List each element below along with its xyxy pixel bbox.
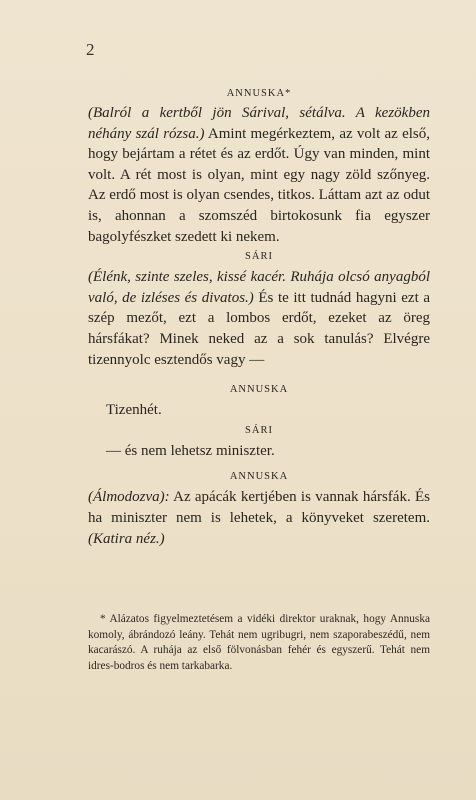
play-text (88, 84, 430, 549)
speaker-sari: SÁRI (245, 251, 273, 263)
speech-sari-1 (88, 267, 430, 370)
speaker-annuska: ANNUSKA (229, 384, 289, 396)
speech-text: Amint megérkeztem, az volt az első, hogy bejártam a rétet és az erdőt. Úgy van minden, mint volt. A rét most is olyan, mint egy nagy zöld szőnyeg. Az erdő most is olyan csendes, titkos. Láttam azt az odut is, ahonnan a szomszéd birtokosunk fia egyszer bagolyfészket szedett ki nekem. (88, 125, 431, 245)
speech-annuska-3 (88, 487, 430, 549)
stage-direction: (Élénk, szinte szeles, kissé kacér. Ruhája olcsó anyagból való, de izléses és divatos.) (88, 269, 430, 306)
stage-direction: (Álmodozva): (88, 489, 170, 506)
speaker-sari: SÁRI (245, 424, 273, 436)
speech-annuska-1 (88, 103, 430, 247)
speech-text: Az apácák kertjében is vannak hársfák. És ha miniszter nem is lehetek, a könyveket szeretem. (88, 489, 430, 526)
page-number: 2 (86, 40, 95, 59)
speaker-annuska: ANNUSKA (229, 471, 289, 483)
speech-sari-2: — és nem lehetsz miniszter. (106, 442, 275, 459)
footnote (88, 612, 430, 674)
stage-direction: (Balról a kertből jön Sárival, sétálva. A kezökben néhány szál rózsa.) (88, 105, 430, 142)
footnote-text: * Alázatos figyelmeztetésem a vidéki direktor uraknak, hogy Annuska komoly, ábrándozó leány. Tehát nem ugribugri, nem szaporabeszédű, nem kacarászó. A ruhája az első fölvonásban fehér és egyszerű. Tehát nem idres-bodros és nem tarkabarka. (88, 613, 430, 672)
speaker-annuska: ANNUSKA* (226, 88, 292, 99)
speech-annuska-2: Tizenhét. (106, 402, 162, 419)
stage-direction-end: (Katira néz.) (88, 530, 165, 547)
speech-text: És te itt tudnád hagyni ezt a szép mezőt, ezt a lombos erdőt, ezeket az öreg hársfákat? Minek neked az a sok tanulás? Elvégre tizennyolc esztendős vagy — (88, 289, 430, 368)
